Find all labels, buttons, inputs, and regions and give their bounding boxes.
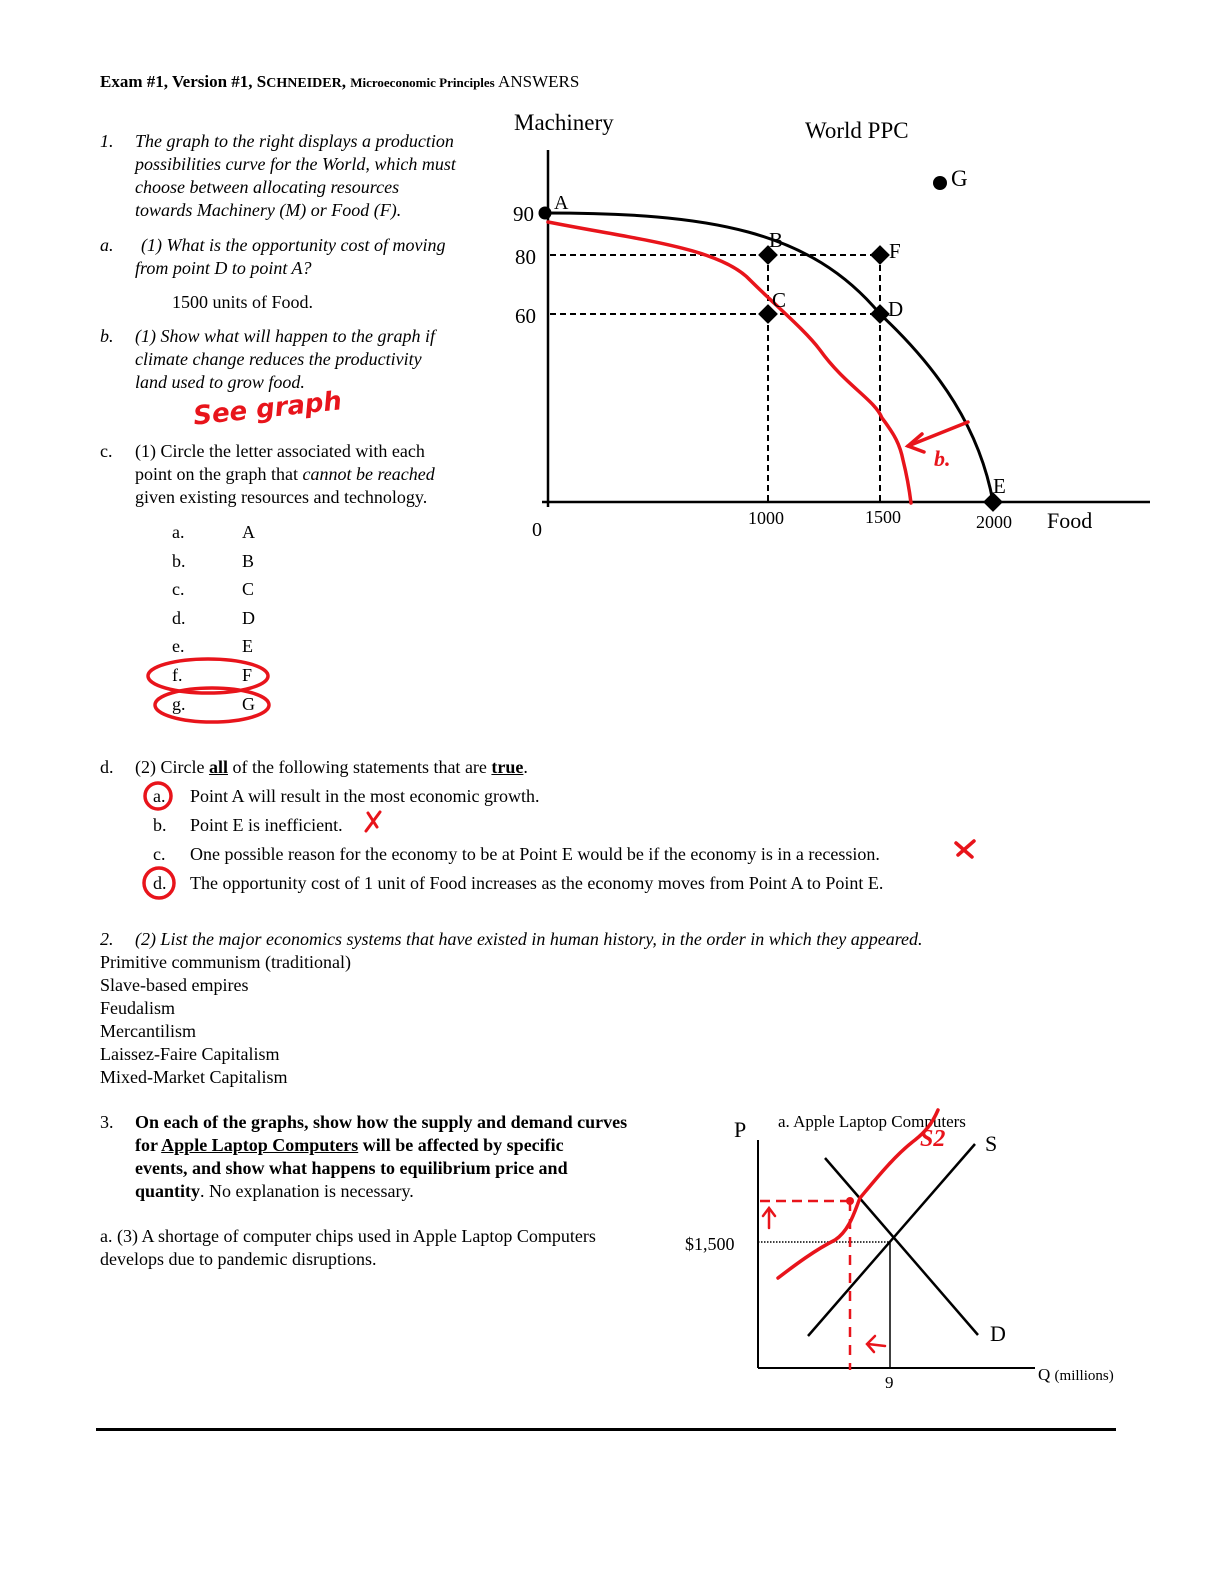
shift-arrow-shaft	[908, 422, 968, 446]
ppc-handwritten-b: b.	[934, 446, 951, 471]
sd-shifted-supply	[778, 1110, 938, 1278]
q1c-option-c-key[interactable]: c.	[172, 579, 185, 599]
q1-number: 1.	[100, 131, 114, 151]
sd-handwritten-s2: S2	[920, 1126, 946, 1152]
sd-left-arrow	[867, 1336, 885, 1352]
q3-intro-2-pre: for	[135, 1135, 162, 1155]
header-text: Exam #1, Version #1, S	[100, 72, 267, 91]
q1c-option-g-key[interactable]: g.	[172, 694, 186, 714]
q3-intro-2	[135, 1134, 564, 1157]
sd-chart	[680, 1100, 1140, 1400]
q2-answer-4: Mercantilism	[100, 1021, 196, 1041]
circle-q1d-a	[145, 783, 171, 809]
bottom-rule	[96, 1428, 1116, 1431]
point-A	[539, 207, 552, 220]
sd-ylabel: P	[734, 1117, 747, 1142]
q1d-label: d.	[100, 757, 114, 777]
sd-quantity-label: 9	[885, 1373, 894, 1392]
sd-demand-label: D	[990, 1321, 1006, 1346]
q1-prompt-4: towards Machinery (M) or Food (F).	[135, 200, 402, 220]
q1c-option-g-value[interactable]: G	[242, 694, 255, 714]
ppc-chart	[490, 100, 1170, 550]
q3-intro-4-bold: quantity	[135, 1181, 201, 1201]
q1d-option-d-text[interactable]: The opportunity cost of 1 unit of Food increases as the economy moves from Point A to Point E.	[190, 873, 884, 893]
header-sep: ,	[341, 72, 351, 91]
q1c-option-d-key[interactable]: d.	[172, 608, 186, 628]
q1d-option-d-key[interactable]: d.	[153, 873, 167, 893]
q1c-option-f-value[interactable]: F	[242, 665, 253, 685]
sd-up-arrow	[763, 1208, 775, 1228]
point-A-label: A	[554, 192, 569, 214]
q3-intro-4-plain: . No explanation is necessary.	[200, 1181, 414, 1201]
ppc-shifted-curve	[548, 222, 911, 503]
q1-prompt-1: The graph to the right displays a production	[135, 131, 454, 151]
point-F-label: F	[889, 239, 901, 263]
q1b-prompt-3: land used to grow food.	[135, 372, 305, 392]
q1c-answer-circles	[140, 640, 290, 730]
q1d-option-a-key[interactable]: a.	[153, 786, 166, 806]
point-G	[933, 176, 947, 190]
sd-new-equilibrium	[846, 1197, 854, 1205]
ppc-ylabel: Machinery	[514, 110, 614, 135]
q1d-option-b-key[interactable]: b.	[153, 815, 167, 835]
point-D-label: D	[888, 297, 904, 321]
q1c-label: c.	[100, 441, 113, 461]
q3-intro-2-post: will be affected by specific	[358, 1135, 564, 1155]
q3-intro-4	[135, 1180, 414, 1203]
q1-prompt-3: choose between allocating resources	[135, 177, 400, 197]
header-name: CHNEIDER	[266, 76, 342, 91]
q1d-option-c-key[interactable]: c.	[153, 844, 166, 864]
q2-prompt: (2) List the major economics systems that have existed in human history, in the order in which they appeared.	[135, 929, 923, 949]
q1c-prompt-1: (1) Circle the letter associated with each	[135, 441, 425, 461]
q1d-option-a-text[interactable]: Point A will result in the most economic growth.	[190, 786, 540, 806]
ppc-xtick-1000: 1000	[748, 508, 784, 528]
q1-prompt-2: possibilities curve for the World, which must	[135, 154, 456, 174]
cross-mark-c	[956, 841, 974, 857]
q3-number: 3.	[100, 1112, 114, 1132]
q3a-line-2: develops due to pandemic disruptions.	[100, 1249, 377, 1269]
ppc-ytick-60: 60	[515, 304, 536, 328]
q1a-prompt-1: (1) What is the opportunity cost of moving	[141, 235, 446, 255]
point-C-label: C	[772, 288, 787, 312]
q1c-prompt-2-italic: cannot be reached	[302, 464, 435, 484]
q1d-option-b-text[interactable]: Point E is inefficient.	[190, 815, 343, 835]
header-answers: ANSWERS	[494, 72, 580, 91]
ppc-ytick-90: 90	[513, 202, 534, 226]
ppc-origin: 0	[532, 519, 542, 541]
q1a-prompt-2: from point D to point A?	[135, 258, 312, 278]
point-F	[870, 245, 890, 265]
ppc-ytick-80: 80	[515, 245, 536, 269]
q1a-answer: 1500 units of Food.	[172, 292, 314, 312]
q3-intro-1: On each of the graphs, show how the supply and demand curves	[135, 1112, 628, 1132]
sd-xlabel-q: Q	[1038, 1365, 1051, 1384]
sd-left-arrow-shaft	[868, 1344, 885, 1346]
ppc-title: World PPC	[805, 118, 909, 143]
q1c-prompt-3: given existing resources and technology.	[135, 487, 428, 507]
q1c-option-c-value[interactable]: C	[242, 579, 255, 599]
q3a-line-1: a. (3) A shortage of computer chips used in Apple Laptop Computers	[100, 1226, 596, 1246]
ppc-guides	[550, 255, 880, 502]
q1b-prompt-1: (1) Show what will happen to the graph if	[135, 326, 435, 346]
q2-answer-3: Feudalism	[100, 998, 175, 1018]
sd-supply-label: S	[985, 1131, 998, 1156]
sd-xlabel-unit: (millions)	[1054, 1368, 1114, 1384]
q1b-label: b.	[100, 326, 114, 346]
q1d-prompt-pre: (2) Circle	[135, 757, 209, 777]
q1b-prompt-2: climate change reduces the productivity	[135, 349, 422, 369]
q1d-option-c-text[interactable]: One possible reason for the economy to be at Point E would be if the economy is in a recession.	[190, 844, 880, 864]
q1d-marks	[130, 775, 990, 905]
q2-answer-2: Slave-based empires	[100, 975, 249, 995]
q1d-prompt-end: .	[523, 757, 528, 777]
sd-demand-curve	[825, 1158, 978, 1335]
q1b-handwritten-answer: See graph	[191, 386, 344, 432]
q1c-option-e-value[interactable]: E	[242, 636, 253, 656]
q2-answer-5: Laissez-Faire Capitalism	[100, 1044, 280, 1064]
point-E-label: E	[993, 474, 1006, 498]
circle-q1d-d	[144, 868, 174, 898]
q1c-option-a-key[interactable]: a.	[172, 522, 185, 542]
q1c-prompt-2	[135, 463, 435, 486]
cross-mark-b	[366, 812, 380, 831]
q1c-option-b-key[interactable]: b.	[172, 551, 186, 571]
q1c-prompt-2-start: point on the graph that	[135, 464, 303, 484]
q1a-label: a.	[100, 235, 114, 255]
q1d-prompt-true: true	[491, 757, 524, 777]
ppc-xtick-2000: 2000	[976, 512, 1012, 532]
q1c-option-a-value[interactable]: A	[242, 522, 255, 542]
sd-xlabel	[1038, 1365, 1114, 1384]
q1c-option-e-key[interactable]: e.	[172, 636, 185, 656]
q2-answer-1: Primitive communism (traditional)	[100, 952, 351, 972]
q3-intro-3: events, and show what happens to equilibrium price and	[135, 1158, 568, 1178]
ppc-xlabel: Food	[1047, 508, 1093, 533]
header-course: Microeconomic Principles	[350, 75, 495, 90]
ppc-xtick-1500: 1500	[865, 507, 901, 527]
q2-number: 2.	[100, 929, 114, 949]
point-B-label: B	[769, 228, 784, 252]
q1c-option-b-value[interactable]: B	[242, 551, 255, 571]
q2-answer-6: Mixed-Market Capitalism	[100, 1067, 288, 1087]
q1d-prompt-all: all	[208, 757, 228, 777]
q1d-prompt-mid: of the following statements that are	[227, 757, 492, 777]
q1c-option-f-key[interactable]: f.	[172, 665, 183, 685]
exam-header	[100, 72, 579, 92]
q1c-option-d-value[interactable]: D	[242, 608, 255, 628]
sd-price-label: $1,500	[685, 1234, 735, 1254]
point-G-label: G	[951, 166, 968, 191]
sd-title: a. Apple Laptop Computers	[778, 1112, 966, 1131]
q3-intro-2-underlined: Apple Laptop Computers	[161, 1135, 359, 1155]
